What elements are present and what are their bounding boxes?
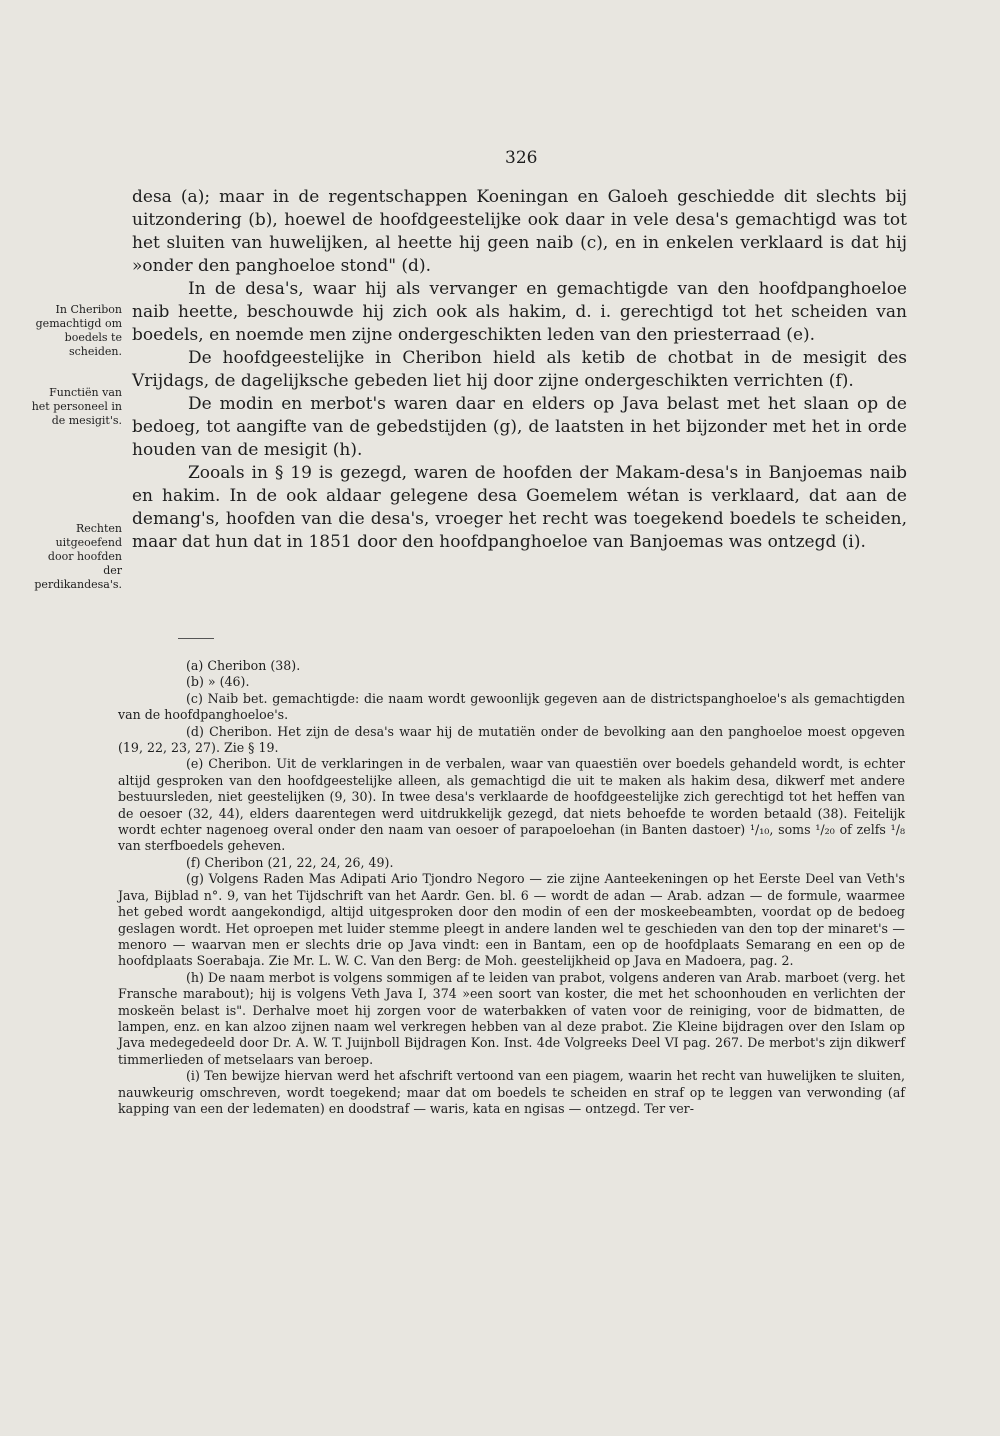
paragraph-3: De hoofdgeestelijke in Cheribon hield als ketib de chotbat in de mesigit des Vrijdags, de dagelijksche gebeden liet hij door zijne ondergeschikten verrichten (f). — [132, 348, 907, 391]
paragraph-2: In de desa's, waar hij als vervanger en gemachtigde van den hoofdpanghoeloe naib heette, beschouwde hij zich ook als hakim, d. i. gerechtigd tot het scheiden van boedels, en noemde men zijne ondergeschikten leden van den priesterraad (e). — [132, 279, 907, 345]
page-number: 326 — [505, 148, 538, 168]
footnote-e: (e) Cheribon. Uit de verklaringen in de verbalen, waar van quaestiën over boedels gehandeld wordt, is echter altijd gesproken van den hoofdgeestelijke alleen, als gemachtigd die uit te maken als hakim desa, dikwerf met andere bestuursleden, niet geestelijken (9, 30). In twee desa's verklaarde de hoofdgeestelijke zich gerechtigd tot het heffen van de oesoer (32, 44), elders daarentegen werd uitdrukkelijk gezegd, dat niets behoefde te worden betaald (38). Feitelijk wordt echter nagenoeg overal onder den naam van oesoer of parapoeloehan (in Banten dastoer) ¹/₁₀, soms ¹/₂₀ of zelfs ¹/₈ van sterfboedels geheven. — [118, 756, 905, 854]
paragraph-1: desa (a); maar in de regentschappen Koeningan en Galoeh geschiedde dit slechts bij uitzondering (b), hoewel de hoofdgeestelijke ook daar in vele desa's gemachtigd was tot het sluiten van huwelijken, al heette hij geen naib (c), en in enkelen verklaard is dat hij »onder den panghoeloe stond" (d). — [132, 187, 907, 276]
footnote-d: (d) Cheribon. Het zijn de desa's waar hij de mutatiën onder de bevolking aan den panghoeloe moest opgeven (19, 22, 23, 27). Zie § 19. — [118, 723, 905, 756]
footnote-g: (g) Volgens Raden Mas Adipati Ario Tjondro Negoro — zie zijne Aanteekeningen op het Eerste Deel van Veth's Java, Bijblad n°. 9, van het Tijdschrift van het Aardr. Gen. bl. 6 — wordt de adan — Arab. adzan — de formule, waarmee het gebed wordt aangekondigd, altijd uitgesproken door den modin of een der moskeebeambten, voordat op de bedoeg geslagen wordt. Het oproepen met luider stemme pleegt in andere landen wel te geschieden van den top der minaret's — menoro — waarvan men er slechts drie op Java vindt: een in Bantam, een op de hoofdplaats Semarang en een op de hoofdplaats Soerabaja. Zie Mr. L. W. C. Van den Berg: de Moh. geestelijkheid op Java en Madoera, pag. 2. — [118, 871, 905, 969]
margin-note-rechten: Rechten uitgeoefend door hoofden der perdikandesa's. — [34, 522, 122, 591]
footnote-b: (b) » (46). — [186, 674, 250, 690]
margin-note-functien: Functiën van het personeel in de mesigit's. — [31, 386, 122, 427]
footnotes — [118, 658, 905, 1117]
footnote-a: (a) Cheribon (38). — [186, 658, 301, 673]
footnote-c: (c) Naib bet. gemachtigde: die naam wordt gewoonlijk gegeven aan de districtspanghoeloe's als gemachtigden van de hoofdpanghoeloe's. — [118, 690, 905, 723]
footnote-divider — [178, 638, 214, 639]
footnote-f: (f) Cheribon (21, 22, 24, 26, 49). — [186, 854, 394, 870]
main-text — [132, 186, 907, 554]
paragraph-4: De modin en merbot's waren daar en elders op Java belast met het slaan op de bedoeg, tot aangifte van de gebedstijden (g), de laatsten in het bijzonder met het in orde houden van de mesigit (h). — [132, 394, 907, 460]
paragraph-5: Zooals in § 19 is gezegd, waren de hoofden der Makam-desa's in Banjoemas naib en hakim. In de ook aldaar gelegene desa Goemelem wétan is verklaard, dat aan de demang's, hoofden van die desa's, vroeger het recht was toegekend boedels te scheiden, maar dat hun dat in 1851 door den hoofdpanghoeloe van Banjoemas was ontzegd (i). — [132, 463, 907, 552]
margin-note-cheribon: In Cheribon gemachtigd om boedels te scheiden. — [35, 303, 122, 358]
footnote-h: (h) De naam merbot is volgens sommigen af te leiden van prabot, volgens anderen van Arab. marboet (verg. het Fransche marabout); hij is volgens Veth Java I, 374 »een soort van koster, die met het schoonhouden en verlichten der moskeën belast is". Derhalve moet hij zorgen voor de waterbakken of vaten voor de reiniging, voor de bidmatten, de lampen, enz. en kan alzoo zijnen naam wel verkregen hebben van al deze prabot. Zie Kleine bijdragen over den Islam op Java medegedeeld door Dr. A. W. T. Juijnboll Bijdragen Kon. Inst. 4de Volgreeks Deel VI pag. 267. De merbot's zijn dikwerf timmerlieden of metselaars van beroep. — [118, 969, 905, 1067]
footnote-i: (i) Ten bewijze hiervan werd het afschrift vertoond van een piagem, waarin het recht van huwelijken te sluiten, nauwkeurig omschreven, wordt toegekend; maar dat om boedels te scheiden en straf op te leggen van verwonding (af kapping van een der ledematen) en doodstraf — waris, kata en ngisas — ontzegd. Ter ver- — [118, 1068, 905, 1116]
